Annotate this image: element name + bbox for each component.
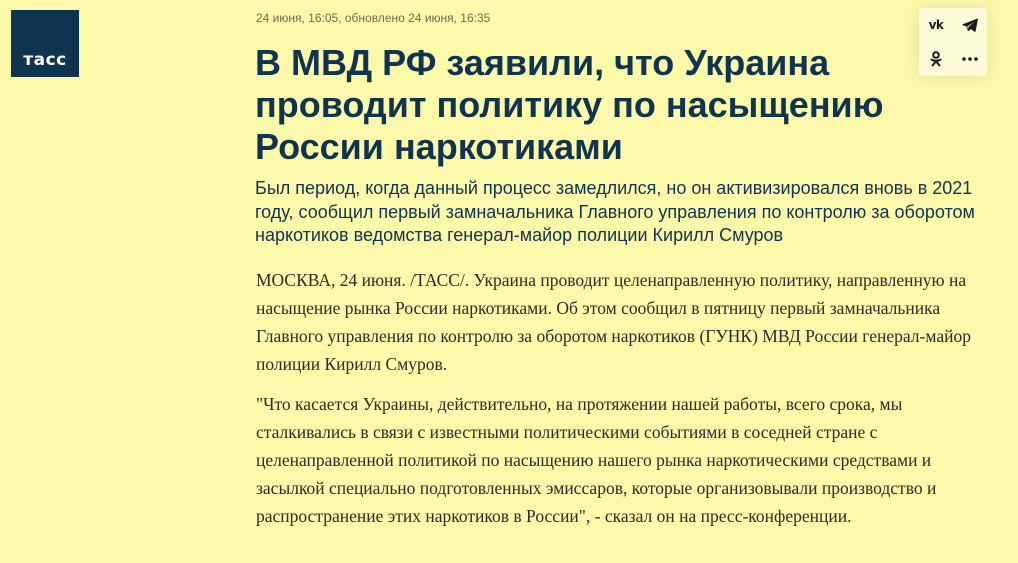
tass-logo[interactable] (11, 10, 79, 77)
more-share-button[interactable] (953, 42, 987, 76)
article-body (256, 266, 976, 542)
telegram-icon (962, 18, 978, 32)
odnoklassniki-share-button[interactable] (919, 42, 953, 76)
article-lead: Был период, когда данный процесс замедлился, но он активизировался вновь в 2021 году, сообщил первый замначальника Главного управления по контролю за оборотом наркотиков ведомства генерал-майор полиции Кирилл Смуров (255, 178, 975, 245)
article-headline: В МВД РФ заявили, что Украина проводит политику по насыщению России наркотиками (255, 42, 884, 167)
telegram-share-button[interactable] (953, 8, 987, 42)
logo-text: тасс (23, 50, 67, 70)
share-panel (919, 8, 987, 76)
publish-timestamp: 24 июня, 16:05, обновлено 24 июня, 16:35 (256, 11, 491, 25)
vk-icon: vk (928, 18, 944, 32)
vk-share-button[interactable] (919, 8, 953, 42)
odnoklassniki-icon (930, 51, 942, 67)
article-paragraph: МОСКВА, 24 июня. /ТАСС/. Украина проводит целенаправленную политику, направленную на насыщение рынка России наркотиками. Об этом сообщил в пятницу первый замначальника Главного управления по контролю за оборотом наркотиков (ГУНК) МВД России генерал-майор полиции Кирилл Смуров. (256, 270, 971, 374)
article-paragraph: "Что касается Украины, действительно, на протяжении нашей работы, всего срока, мы сталкивались в связи с известными политическими событиями в соседней стране с целенаправленной политикой по насыщению нашего рынка наркотическими средствами и засылкой специально подготовленных эмиссаров, которые организовывали производство и распространение этих наркотиков в России", - сказал он на пресс-конференции. (256, 394, 937, 526)
more-dots-icon (962, 57, 978, 61)
